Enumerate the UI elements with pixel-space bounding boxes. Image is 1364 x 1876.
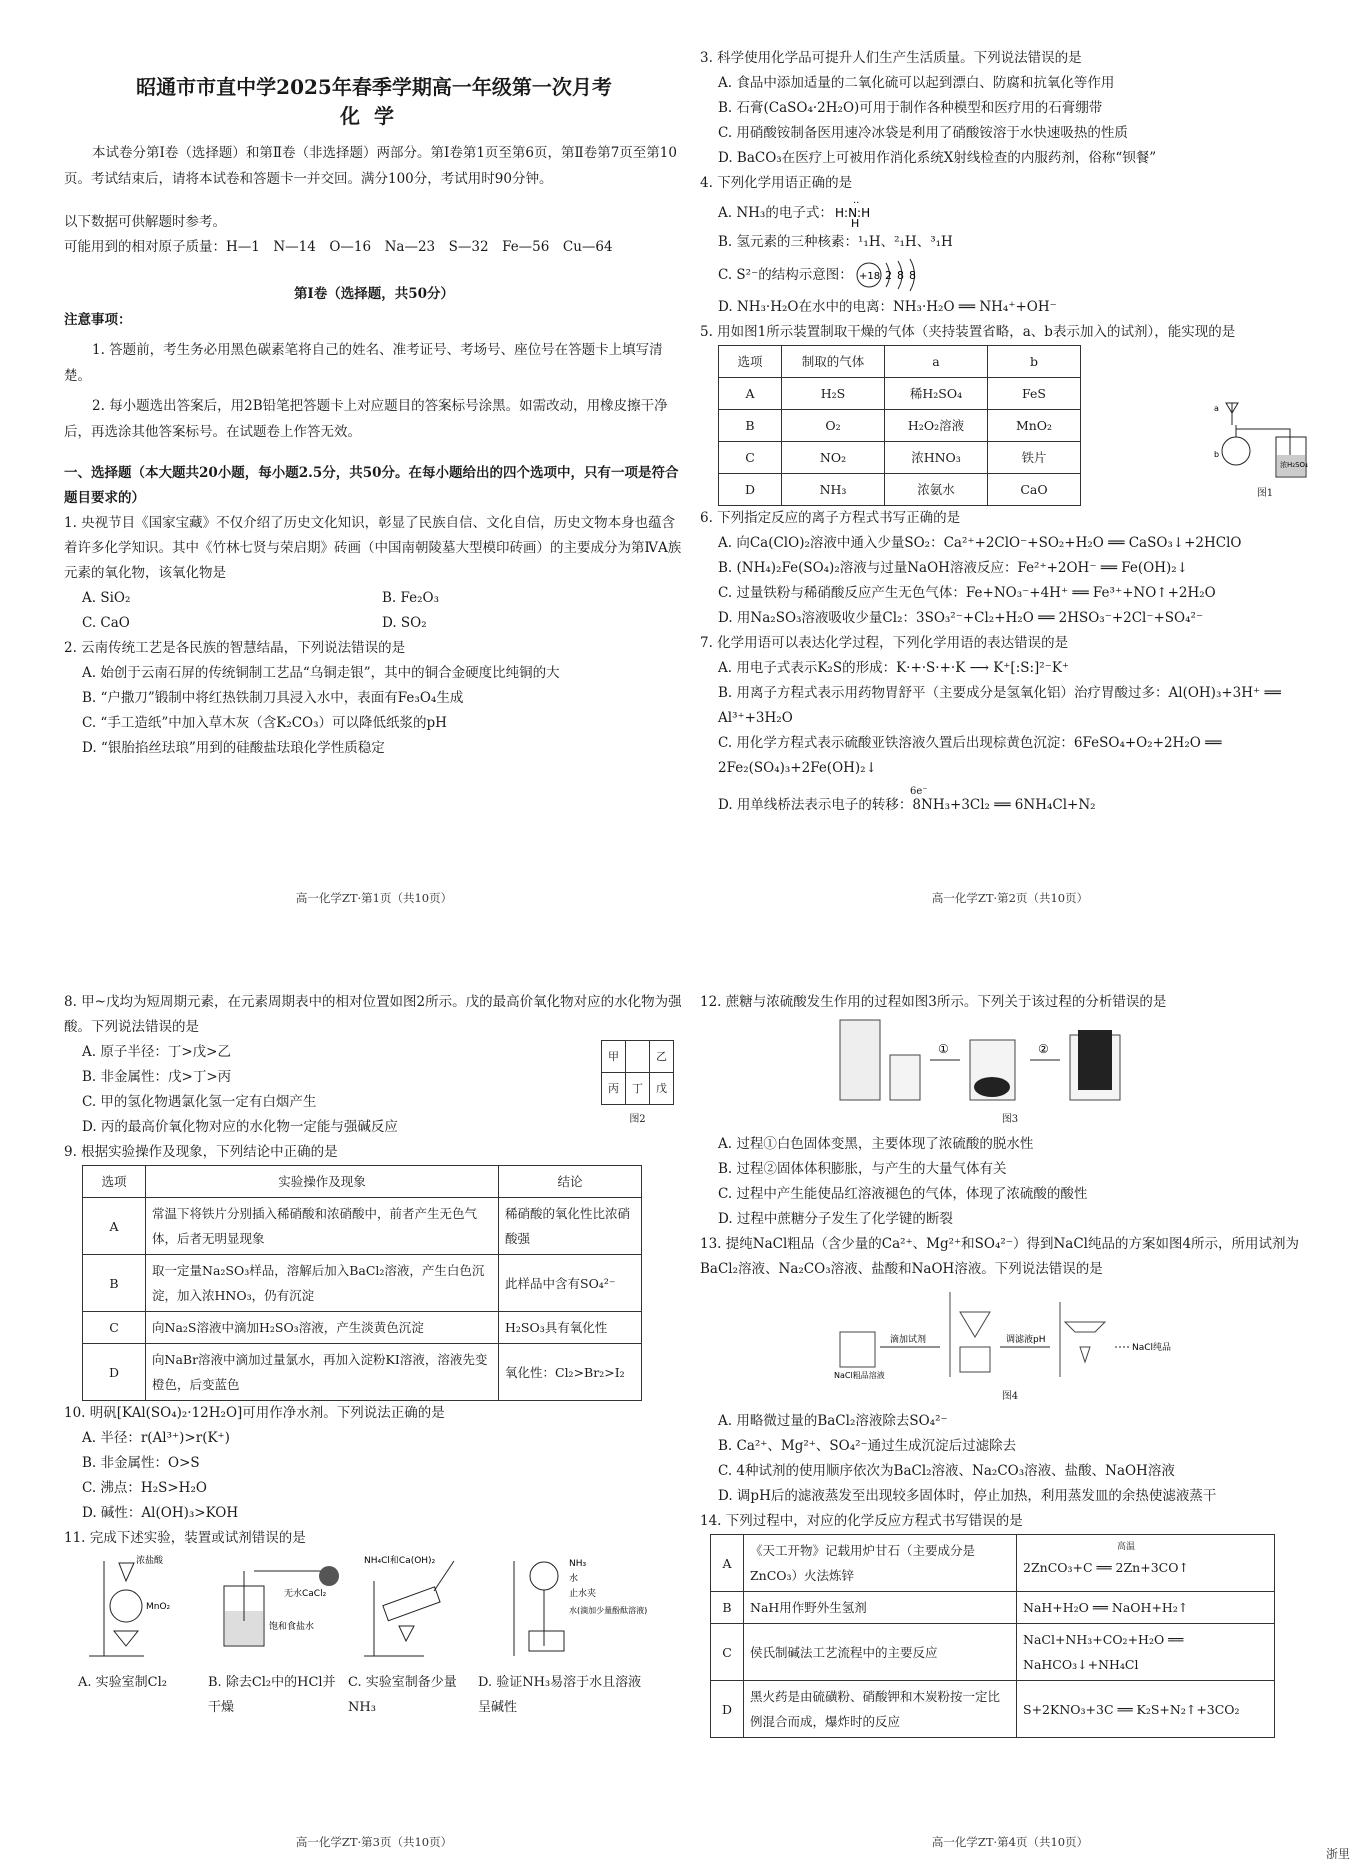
option-7d (700, 786, 1320, 818)
figure-1 (1210, 399, 1320, 506)
option: D. 过程中蔗糖分子发生了化学键的断裂 (718, 1211, 953, 1227)
table-cell: 氧化性：Cl₂>Br₂>I₂ (499, 1344, 642, 1401)
table-row (711, 1681, 1275, 1738)
table-cell: NaH+H₂O ══ NaOH+H₂↑ (1017, 1592, 1275, 1624)
table-cell: A (711, 1535, 744, 1592)
question-7-stem: 7. 化学用语可以表达化学过程，下列化学用语的表达错误的是 (700, 635, 1069, 651)
figure-2 (601, 1040, 674, 1140)
table-row (711, 1592, 1275, 1624)
table-cell: NO₂ (782, 442, 885, 474)
table-cell: C (719, 442, 782, 474)
question-14-stem: 14. 下列过程中，对应的化学反应方程式书写错误的是 (700, 1513, 1023, 1529)
page-footer: 高一化学ZT·第4页（共10页） (931, 1835, 1089, 1849)
table-cell: 此样品中含有SO₄²⁻ (499, 1255, 642, 1312)
table-row (719, 410, 1081, 442)
table-cell: 侯氏制碱法工艺流程中的主要反应 (744, 1624, 1017, 1681)
page-2 (700, 46, 1320, 906)
svg-text:a: a (1214, 404, 1219, 413)
option: C. 沸点：H₂S>H₂O (82, 1480, 207, 1496)
table-cell: 黑火药是由硫磺粉、硝酸钾和木炭粉按一定比例混合而成，爆炸时的反应 (744, 1681, 1017, 1738)
table-row (83, 1198, 642, 1255)
atomic-masses: 可能用到的相对原子质量：H—1 N—14 O—16 Na—23 S—32 Fe—56 Cu—64 (64, 239, 613, 255)
option: B. 非金属性：戊>丁>丙 (82, 1069, 232, 1085)
label-mno2: MnO₂ (146, 1602, 171, 1612)
question-3 (700, 46, 1320, 171)
question-13 (700, 1232, 1320, 1509)
fig4-step2: 调滤液pH (1006, 1335, 1046, 1345)
table-cell: 稀硝酸的氧化性比浓硝酸强 (499, 1198, 642, 1255)
table-cell: B (719, 410, 782, 442)
table-row (711, 1624, 1275, 1681)
figure-3 (700, 1015, 1320, 1132)
sucrose-experiment-icon (830, 1015, 1190, 1105)
fig4-product: NaCl纯品 (1132, 1343, 1172, 1353)
figure-label: 图1 (1256, 488, 1274, 499)
option: C. 4种试剂的使用顺序依次为BaCl₂溶液、Na₂CO₃溶液、盐酸、NaOH溶液 (718, 1463, 1175, 1479)
question-5-stem: 5. 用如图1所示装置制取干燥的气体（夹持装置省略，a、b表示加入的试剂），能实现的是 (700, 324, 1236, 340)
question-6 (700, 506, 1320, 631)
option: A. 向Ca(ClO)₂溶液中通入少量SO₂：Ca²⁺+2ClO⁻+SO₂+H₂O ══ CaSO₃↓+2HClO (718, 535, 1242, 551)
table-cell: 戊 (650, 1073, 674, 1105)
table-cell: 向NaBr溶液中滴加过量氯水，再加入淀粉KI溶液，溶液先变橙色，后变蓝色 (146, 1344, 499, 1401)
page-footer: 高一化学ZT·第2页（共10页） (931, 891, 1089, 905)
option: D. BaCO₃在医疗上可被用作消化系统X射线检查的内服药剂，俗称“钡餐” (718, 150, 1157, 166)
table-cell: 稀H₂SO₄ (885, 378, 988, 410)
notice-1: 1. 答题前，考生务必用黑色碳素笔将自己的姓名、准考证号、考场号、座位号在答题卡上填写清楚。 (64, 342, 663, 384)
question-9-stem: 9. 根据实验操作及现象，下列结论中正确的是 (64, 1144, 338, 1160)
step-1-label: ① (938, 1042, 949, 1056)
table-row (83, 1312, 642, 1344)
table-cell: 浓氨水 (885, 474, 988, 506)
page-3 (64, 990, 684, 1850)
equation-cell (1017, 1535, 1275, 1592)
corner-watermark: 浙里 (1325, 1847, 1350, 1861)
purification-flow-icon (830, 1282, 1190, 1382)
option: D. 验证NH₃易溶于水且溶液呈碱性 (478, 1675, 642, 1715)
figure-label: 图4 (1001, 1391, 1019, 1402)
option: C. 过量铁粉与稀硝酸反应产生无色气体：Fe+NO₃⁻+4H⁺ ══ Fe³⁺+NO↑+2H₂O (718, 585, 1216, 601)
option-text: C. S²⁻的结构示意图： (718, 266, 853, 283)
option: A. 半径：r(Al³⁺)>r(K⁺) (82, 1430, 230, 1446)
option: B. 氢元素的三种核素：¹₁H、²₁H、³₁H (718, 234, 953, 250)
question-10-stem: 10. 明矾[KAl(SO₄)₂·12H₂O]可用作净水剂。下列说法正确的是 (64, 1405, 445, 1421)
question-5 (700, 320, 1320, 506)
option: B. (NH₄)₂Fe(SO₄)₂溶液与过量NaOH溶液反应：Fe²⁺+2OH⁻ ══ Fe(OH)₂↓ (718, 560, 1189, 576)
question-11-options (64, 1670, 684, 1720)
question-3-stem: 3. 科学使用化学品可提升人们生产生活质量。下列说法错误的是 (700, 50, 1082, 66)
option: C. 用化学方程式表示硫酸亚铁溶液久置后出现棕黄色沉淀：6FeSO₄+O₂+2H₂O ══ 2Fe₂(SO₄)₃+2Fe(OH)₂↓ (718, 735, 1222, 776)
table-cell: 丁 (626, 1073, 650, 1105)
table-cell: D (83, 1344, 146, 1401)
table-row (711, 1535, 1275, 1592)
electron-transfer-label: 6e⁻ (910, 786, 928, 797)
table-cell: NaCl+NH₃+CO₂+H₂O ══ NaHCO₃↓+NH₄Cl (1017, 1624, 1275, 1681)
table-cell: 丙 (602, 1073, 626, 1105)
table-cell: 选项 (83, 1166, 146, 1198)
option: C. “手工造纸”中加入草木灰（含K₂CO₃）可以降低纸浆的pH (82, 715, 447, 731)
table-cell: 甲 (602, 1041, 626, 1073)
table-cell: H₂O₂溶液 (885, 410, 988, 442)
exam-subject: 化学 (340, 104, 408, 128)
label-nh4cl: NH₄Cl和Ca(OH)₂ (364, 1556, 436, 1566)
table-cell: 取一定量Na₂SO₃样品，溶解后加入BaCl₂溶液，产生白色沉淀，加入浓HNO₃，仍有沉淀 (146, 1255, 499, 1312)
label-phenol: 水(滴加少量酚酞溶液) (569, 1606, 648, 1615)
label-nh3: NH₃ (569, 1559, 587, 1569)
option: B. 过程②固体体积膨胀，与产生的大量气体有关 (718, 1161, 1007, 1177)
ion-structure-icon (853, 255, 933, 295)
table-cell: 铁片 (988, 442, 1081, 474)
svg-text:8: 8 (896, 269, 904, 282)
option-4c (700, 255, 1320, 295)
option: A. 食品中添加适量的二氧化硫可以起到漂白、防腐和抗氧化等作用 (718, 75, 1115, 91)
table-cell: 结论 (499, 1166, 642, 1198)
table-cell: a (885, 346, 988, 378)
table-cell: C (83, 1312, 146, 1344)
table-cell: NaH用作野外生氢剂 (744, 1592, 1017, 1624)
label-clip: 止水夹 (569, 1589, 597, 1599)
option: D. “银胎掐丝珐琅”用到的硅酸盐珐琅化学性质稳定 (82, 740, 385, 756)
table-cell: B (711, 1592, 744, 1624)
table-cell: MnO₂ (988, 410, 1081, 442)
label-cacl2: 无水CaCl₂ (284, 1589, 327, 1599)
option: A. 实验室制Cl₂ (78, 1675, 167, 1690)
fig4-step1: 滴加试剂 (890, 1335, 927, 1345)
table-cell: B (83, 1255, 146, 1312)
part-1-text: 一、选择题（本大题共20小题，每小题2.5分，共50分。在每小题给出的四个选项中，只有一项是符合题目要求的） (64, 465, 679, 506)
question-8-stem: 8. 甲~戊均为短周期元素，在元素周期表中的相对位置如图2所示。戊的最高价氧化物对应的水化物为强酸。下列说法错误的是 (64, 994, 682, 1035)
option: D. 用Na₂SO₃溶液吸收少量Cl₂：3SO₃²⁻+Cl₂+H₂O ══ 2HSO₃⁻+2Cl⁻+SO₄²⁻ (718, 610, 1204, 626)
table-cell: A (719, 378, 782, 410)
label-water: 水 (569, 1574, 579, 1584)
fig1-reagent: 浓H₂SO₄ (1280, 461, 1308, 469)
table-cell: 常温下将铁片分别插入稀硝酸和浓硝酸中，前者产生无色气体，后者无明显现象 (146, 1198, 499, 1255)
q14-table (710, 1534, 1275, 1738)
question-1-options (64, 586, 684, 636)
svg-text:H:N:H: H:N:H (834, 206, 870, 220)
option: D. SO₂ (382, 615, 427, 631)
question-8 (64, 990, 684, 1140)
question-8-options (64, 1040, 398, 1140)
question-8-body (64, 1040, 684, 1140)
option: B. Fe₂O₃ (382, 590, 440, 606)
table-cell: 向Na₂S溶液中滴加H₂SO₃溶液，产生淡黄色沉淀 (146, 1312, 499, 1344)
exam-title: 昭通市市直中学2025年春季学期高一年级第一次月考 (136, 75, 612, 99)
option: D. 碱性：Al(OH)₃>KOH (82, 1505, 239, 1521)
page-footer: 高一化学ZT·第3页（共10页） (295, 1835, 453, 1849)
electron-formula-icon (833, 196, 883, 230)
table-cell: 实验操作及现象 (146, 1166, 499, 1198)
table-cell: C (711, 1624, 744, 1681)
section-1-title: 第Ⅰ卷（选择题，共50分） (293, 286, 455, 302)
option: A. SiO₂ (82, 590, 131, 606)
question-13-stem: 13. 提纯NaCl粗品（含少量的Ca²⁺、Mg²⁺和SO₄²⁻）得到NaCl纯品的方案如图4所示，所用试剂为BaCl₂溶液、Na₂CO₃溶液、盐酸和NaOH溶液。下列说法错误的是 (700, 1236, 1300, 1277)
option: A. 用略微过量的BaCl₂溶液除去SO₄²⁻ (718, 1413, 948, 1429)
option: A. 用电子式表示K₂S的形成：K·+·S·+·K ⟶ K⁺[:S:]²⁻K⁺ (718, 660, 1070, 676)
table-cell: A (83, 1198, 146, 1255)
exam-intro: 本试卷分第Ⅰ卷（选择题）和第Ⅱ卷（非选择题）两部分。第Ⅰ卷第1页至第6页，第Ⅱ卷第7页至第10页。考试结束后，请将本试卷和答题卡一并交回。满分100分，考试用时90分钟。 (64, 145, 677, 187)
reaction-condition: 高温 (1117, 1542, 1136, 1552)
table-cell: D (719, 474, 782, 506)
option: B. 石膏(CaSO₄·2H₂O)可用于制作各种模型和医疗用的石膏绷带 (718, 100, 1103, 116)
option: C. 过程中产生能使品红溶液褪色的气体，体现了浓硫酸的酸性 (718, 1186, 1088, 1202)
figure-label: 图2 (629, 1114, 646, 1125)
table-cell: 浓HNO₃ (885, 442, 988, 474)
question-4 (700, 171, 1320, 320)
notice-2: 2. 每小题选出答案后，用2B铅笔把答题卡上对应题目的答案标号涂黑。如需改动，用橡皮擦干净后，再选涂其他答案标号。在试题卷上作答无效。 (64, 398, 668, 440)
option-text: A. NH₃的电子式： (718, 204, 833, 221)
page-1 (64, 46, 684, 906)
table-header-row (719, 346, 1081, 378)
option: C. CaO (82, 615, 130, 631)
svg-text:b: b (1214, 450, 1220, 459)
option-text: D. 用单线桥法表示电子的转移：8NH₃+3Cl₂ ══ 6NH₄Cl+N₂ (718, 797, 1096, 813)
table-cell: 选项 (719, 346, 782, 378)
data-hint: 以下数据可供解题时参考。 (64, 214, 226, 230)
q5-table (718, 345, 1081, 506)
option: A. 原子半径：丁>戊>乙 (82, 1044, 231, 1060)
question-9 (64, 1140, 684, 1401)
table-cell-text: 2ZnCO₃+C ══ 2Zn+3CO↑ (1023, 1560, 1189, 1575)
fig4-start: NaCl粗品溶液 (834, 1371, 885, 1380)
question-6-stem: 6. 下列指定反应的离子方程式书写正确的是 (700, 510, 961, 526)
option: B. 非金属性：O>S (82, 1455, 200, 1471)
question-14 (700, 1509, 1320, 1738)
notice-title: 注意事项： (64, 312, 132, 328)
table-cell: FeS (988, 378, 1081, 410)
table-cell: O₂ (782, 410, 885, 442)
gas-apparatus-icon (1210, 399, 1320, 479)
table-cell: 《天工开物》记载用炉甘石（主要成分是ZnCO₃）火法炼锌 (744, 1535, 1017, 1592)
question-2 (64, 636, 684, 761)
option-4a (700, 196, 1320, 230)
step-2-label: ② (1038, 1042, 1049, 1056)
table-cell: H₂S (782, 378, 885, 410)
option: D. 丙的最高价氧化物对应的水化物一定能与强碱反应 (82, 1119, 398, 1135)
svg-text:8: 8 (908, 269, 916, 282)
question-10 (64, 1401, 684, 1526)
svg-text:2: 2 (884, 269, 892, 282)
table-cell: D (711, 1681, 744, 1738)
table-cell: S+2KNO₃+3C ══ K₂S+N₂↑+3CO₂ (1017, 1681, 1275, 1738)
label-brine: 饱和食盐水 (269, 1622, 315, 1632)
option: D. 调pH后的滤液蒸发至出现较多固体时，停止加热，利用蒸发皿的余热使滤液蒸干 (718, 1488, 1217, 1504)
option: B. Ca²⁺、Mg²⁺、SO₄²⁻通过生成沉淀后过滤除去 (718, 1438, 1017, 1454)
question-7 (700, 631, 1320, 818)
option: C. 甲的氢化物遇氯化氢一定有白烟产生 (82, 1094, 317, 1110)
question-5-body (700, 345, 1320, 506)
question-12 (700, 990, 1320, 1232)
table-cell: CaO (988, 474, 1081, 506)
page-footer: 高一化学ZT·第1页（共10页） (295, 891, 453, 905)
table-cell: H₂SO₃具有氧化性 (499, 1312, 642, 1344)
periodic-grid (601, 1040, 674, 1105)
table-cell: b (988, 346, 1081, 378)
table-cell: NH₃ (782, 474, 885, 506)
question-1-stem: 1. 央视节目《国家宝藏》不仅介绍了历史文化知识，彰显了民族自信、文化自信，历史文物本身也蕴含着许多化学知识。其中《竹林七贤与荣启期》砖画（中国南朝陵墓大型模印砖画）的主要成分为第ⅣA族元素的氧化物，该氧化物是 (64, 515, 682, 581)
figure-label: 图3 (1001, 1114, 1019, 1125)
option: B. 用离子方程式表示用药物胃舒平（主要成分是氢氧化铝）治疗胃酸过多：Al(OH)₃+3H⁺ ══ Al³⁺+3H₂O (718, 685, 1281, 726)
table-cell: 制取的气体 (782, 346, 885, 378)
option: A. 过程①白色固体变黑，主要体现了浓硫酸的脱水性 (718, 1136, 1034, 1152)
svg-text:+18: +18 (858, 271, 880, 282)
figure-4 (700, 1282, 1320, 1409)
table-row (719, 474, 1081, 506)
svg-text:··: ·· (852, 198, 860, 209)
question-1 (64, 511, 684, 636)
question-11 (64, 1526, 684, 1720)
table-row (719, 378, 1081, 410)
table-row (719, 442, 1081, 474)
label-hcl: 浓盐酸 (136, 1556, 164, 1566)
table-header-row (83, 1166, 642, 1198)
option: C. 用硝酸铵制备医用速冷冰袋是利用了硝酸铵溶于水快速吸热的性质 (718, 125, 1128, 141)
option: A. 始创于云南石屏的传统铜制工艺品“乌铜走银”，其中的铜合金硬度比纯铜的大 (82, 665, 560, 681)
option: D. NH₃·H₂O在水中的电离：NH₃·H₂O ══ NH₄⁺+OH⁻ (718, 299, 1057, 315)
question-11-stem: 11. 完成下述实验，装置或试剂错误的是 (64, 1530, 306, 1546)
page-4 (700, 990, 1320, 1850)
q9-table (82, 1165, 642, 1401)
question-2-stem: 2. 云南传统工艺是各民族的智慧结晶，下列说法错误的是 (64, 640, 406, 656)
table-row (83, 1255, 642, 1312)
option: C. 实验室制备少量NH₃ (348, 1675, 457, 1715)
table-row (83, 1344, 642, 1401)
table-cell: 乙 (650, 1041, 674, 1073)
svg-text:H: H (850, 217, 860, 230)
part-1-heading (64, 461, 684, 511)
apparatus-diagrams-icon (74, 1551, 674, 1661)
question-4-stem: 4. 下列化学用语正确的是 (700, 175, 853, 191)
option: B. “户撒刀”锻制中将红热铁制刀具浸入水中，表面有Fe₃O₄生成 (82, 690, 464, 706)
option: B. 除去Cl₂中的HCl并干燥 (208, 1675, 336, 1715)
question-12-stem: 12. 蔗糖与浓硫酸发生作用的过程如图3所示。下列关于该过程的分析错误的是 (700, 994, 1167, 1010)
